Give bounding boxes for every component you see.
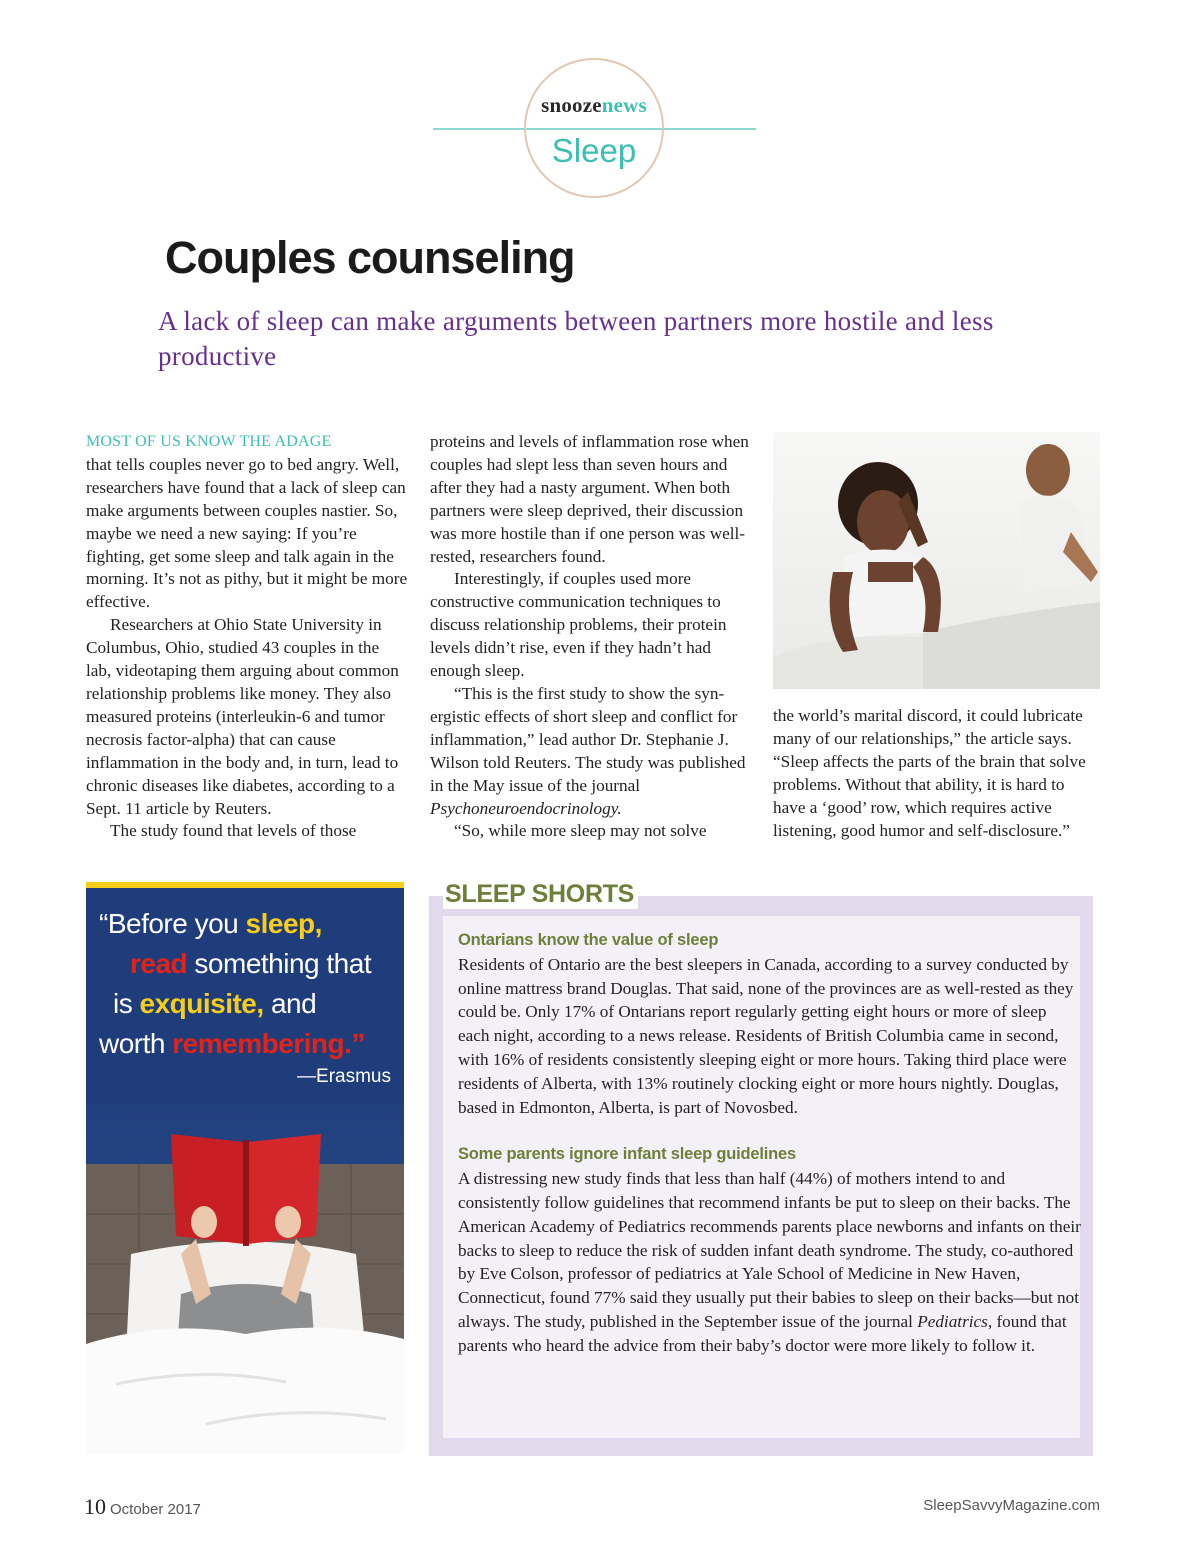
article-column-3 (773, 705, 1098, 842)
article-column-1 (86, 431, 408, 843)
article-kicker: MOST OF US KNOW THE ADAGE (86, 433, 332, 450)
quote-fragment: something that (187, 948, 372, 979)
sleep-shorts-title: SLEEP SHORTS (443, 880, 638, 909)
paragraph: that tells couples never go to bed angry. Well, researchers have found that a lack of sleep can make arguments between couples nastier. So, maybe we need a new saying: If you’re fighting, get some sleep and talk again in the morning. It’s not as pithy, but it might be more effective. (86, 454, 408, 612)
short-body (458, 1167, 1082, 1357)
couple-photo (773, 432, 1100, 689)
paragraph: the world’s marital discord, it could lubricate many of our relationships,” the article says. “Sleep affects the parts of the brain that solve problems. Without that ability, it is hard to have a ‘good’ row, which requires active listening, good humor and self-disclosure.” (773, 706, 1086, 840)
short-body: Residents of Ontario are the best sleepers in Canada, according to a survey conducted by online mattress brand Douglas. That said, none of the provinces are as well-rested as they could be. Only 17% of Ontarians report regularly getting eight hours or more of sleep each night, according to a news release. Residents of British Columbia came in second, with 16% of residents consistently sleeping eight or more hours. Taking third place were residents of Alberta, with 13% routinely clocking eight or more hours nightly. Douglas, based in Edmonton, Alberta, is part of Novosbed. (458, 954, 1074, 1117)
quote-fragment: is (113, 988, 140, 1019)
quote-text (99, 904, 397, 1064)
quote-highlight: read (130, 948, 188, 979)
journal-title: Pediatrics (917, 1311, 988, 1331)
paragraph: “So, while more sleep may not solve (454, 821, 707, 841)
quote-attribution: —Erasmus (297, 1066, 391, 1087)
article-title: Couples counseling (165, 232, 575, 283)
page-number: 10 (84, 1494, 106, 1519)
quote-highlight: remembering.” (172, 1028, 365, 1059)
section-label: Sleep (551, 132, 637, 169)
issue-date: October 2017 (110, 1501, 201, 1518)
article-deck: A lack of sleep can make arguments between partners more hostile and less productive (158, 306, 994, 371)
footer-left (84, 1494, 201, 1520)
paragraph: The study found that levels of those (110, 821, 357, 841)
paragraph: Interestingly, if couples used more constructive communication techniques to discuss relationship problems, their protein levels didn’t rise, even if they hadn’t had enough sleep. (430, 569, 727, 681)
brand-part1: snooze (541, 93, 602, 117)
quote-top-bar (86, 882, 404, 888)
quote-fragment: worth (99, 1028, 173, 1059)
quote-panel (86, 882, 404, 1454)
paragraph: Researchers at Ohio State University in Columbus, Ohio, studied 43 couples in the lab, videotaping them arguing about common relationship problems like money. They also measured proteins (interleukin-6 and tumor necrosis factor-alpha) that can cause inflammation in the body and, in turn, lead to chronic diseases like diabetes, according to a Sept. 11 article by Reuters. (86, 615, 399, 818)
short-body-text: A distressing new study finds that less than half (44%) of mothers intend to and consistently follow guidelines that recommend infants be put to sleep on their backs. The American Academy of Pediatrics recommends parents place newborns and infants on their backs to sleep to reduce the risk of sudden infant death syndrome. The study, co-authored by Eve Colson, professor of pediatrics at Yale School of Medicine in New Haven, Connecticut, found 77% said they usually put their babies to sleep on their backs—but not always. The study, published in the September issue of the journal (458, 1169, 1081, 1331)
quote-highlight: exquisite, (139, 988, 264, 1019)
journal-title: Psychoneuroendocrinology. (430, 798, 622, 818)
paragraph: proteins and levels of inflammation rose when couples had slept less than seven hours and after they had a nasty argument. When both partners were sleep deprived, their discussion was more hostile than if one person was well-rested, researchers found. (430, 432, 749, 566)
sleep-shorts-body (458, 929, 1082, 1358)
quote-fragment: “Before you (99, 908, 246, 939)
paragraph: “This is the first study to show the synergistic effects of short sleep and conflict for inflammation,” lead author Dr. Stephanie J. Wilson told Reuters. The study was published in the May issue of the journal (430, 683, 746, 795)
footer-website: SleepSavvyMagazine.com (923, 1497, 1100, 1514)
article-column-2 (430, 431, 752, 843)
reading-woman-photo (86, 1104, 404, 1454)
quote-highlight: sleep, (245, 908, 322, 939)
short-body-text: , found that parents who heard the advice from their baby’s doctor were more likely to follow it. (458, 1311, 1067, 1355)
short-heading: Some parents ignore infant sleep guidelines (458, 1145, 796, 1164)
brand-part2: news (601, 93, 647, 117)
brand-logo (0, 93, 1188, 118)
quote-fragment: and (263, 988, 317, 1019)
short-heading: Ontarians know the value of sleep (458, 931, 719, 949)
header-badge-circle (524, 58, 664, 198)
spacer (458, 1119, 1082, 1143)
